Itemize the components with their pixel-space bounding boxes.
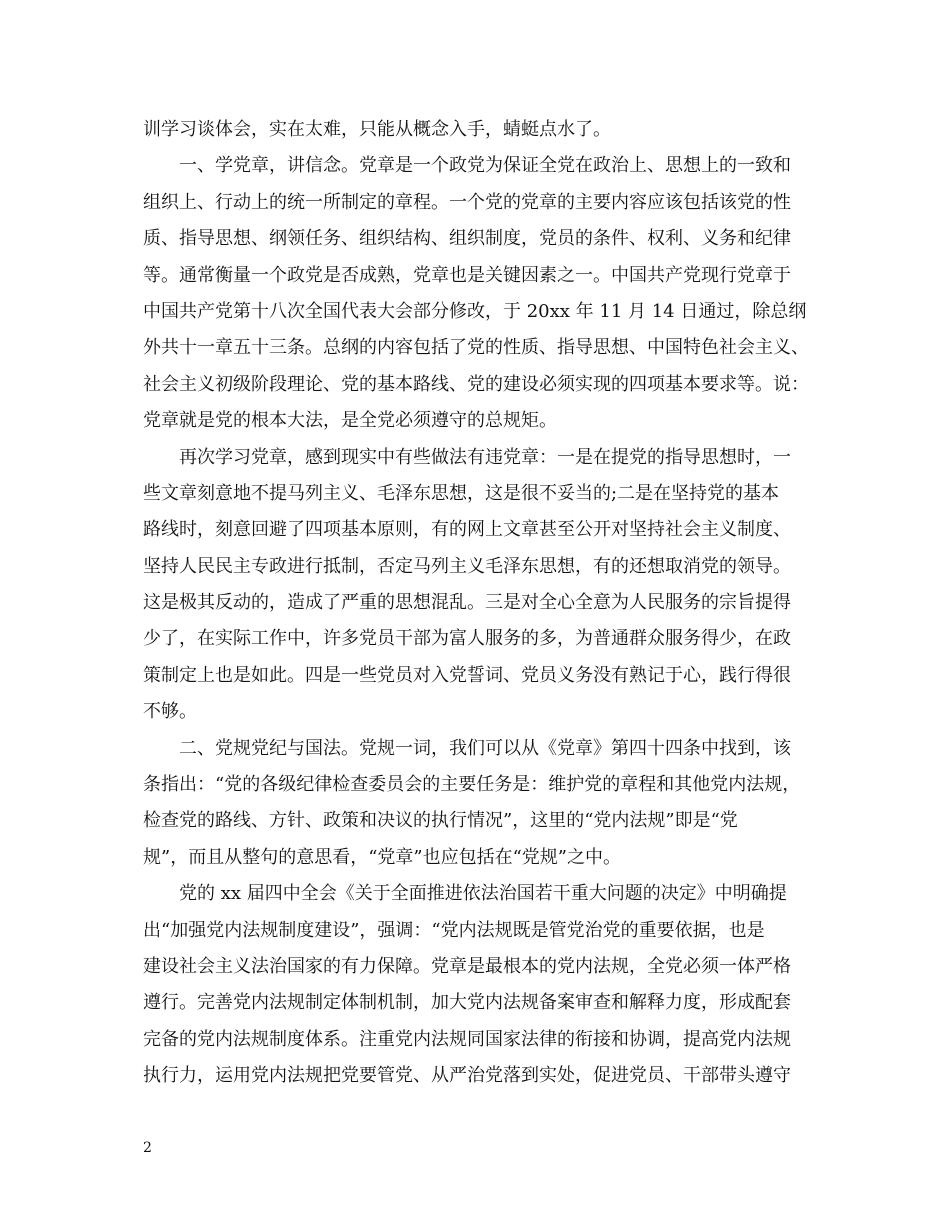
text-line: 质、指导思想、纲领任务、组织结构、组织制度，党员的条件、权利、义务和纪律 (143, 228, 791, 250)
text-line: 执行力，运用党内法规把党要管党、从严治党落到实处，促进党员、干部带头遵守 (143, 1065, 791, 1087)
text-line: 规”，而且从整句的意思看，“党章”也应包括在“党规”之中。 (143, 846, 622, 868)
paragraph-5 (143, 876, 827, 1094)
text-line: 完备的党内法规制度体系。注重党内法规同国家法律的衔接和协调，提高党内法规 (143, 1028, 791, 1050)
text-line: 社会主义初级阶段理论、党的基本路线、党的建设必须实现的四项基本要求等。说： (143, 373, 809, 395)
text-line: 党章就是党的根本大法，是全党必须遵守的总规矩。 (143, 410, 557, 432)
text-line: 些文章刻意地不提马列主义、毛泽东思想，这是很不妥当的;二是在坚持党的基本 (143, 482, 780, 504)
text-line: 再次学习党章，感到现实中有些做法有违党章：一是在提党的指导思想时，一 (179, 446, 791, 468)
page-number: 2 (143, 1140, 152, 1156)
text-line: 条指出：“党的各级纪律检查委员会的主要任务是：维护党的章程和其他党内法规， (143, 774, 801, 796)
text-line: 这是极其反动的，造成了严重的思想混乱。三是对全心全意为人民服务的宗旨提得 (143, 592, 791, 614)
paragraph-3 (143, 440, 827, 731)
text-line: 坚持人民民主专政进行抵制，否定马列主义毛泽东思想，有的还想取消党的领导。 (143, 555, 791, 577)
text-line: 不够。 (143, 701, 197, 723)
text-line: 出“加强党内法规制度建设”，强调：“党内法规既是管党治党的重要依据，也是 (143, 919, 765, 941)
paragraph-1 (143, 112, 827, 148)
text-line: 中国共产党第十八次全国代表大会部分修改，于 20xx 年 11 月 14 日通过，除总纲 (143, 300, 807, 322)
text-line: 遵行。完善党内法规制定体制机制，加大党内法规备案审查和解释力度，形成配套 (143, 992, 791, 1014)
document-body (143, 112, 827, 1095)
text-line: 一、学党章，讲信念。党章是一个政党为保证全党在政治上、思想上的一致和 (179, 155, 791, 177)
text-line: 建设社会主义法治国家的有力保障。党章是最根本的党内法规，全党必须一体严格 (143, 955, 791, 977)
text-line: 外共十一章五十三条。总纲的内容包括了党的性质、指导思想、中国特色社会主义、 (143, 337, 809, 359)
text-line: 路线时，刻意回避了四项基本原则，有的网上文章甚至公开对坚持社会主义制度、 (143, 519, 791, 541)
text-line: 少了，在实际工作中，许多党员干部为富人服务的多，为普通群众服务得少，在政 (143, 628, 791, 650)
paragraph-4 (143, 731, 827, 877)
text-line: 策制定上也是如此。四是一些党员对入党誓词、党员义务没有熟记于心，践行得很 (143, 664, 791, 686)
text-line: 二、党规党纪与国法。党规一词，我们可以从《党章》第四十四条中找到，该 (179, 737, 791, 759)
text-line: 组织上、行动上的统一所制定的章程。一个党的党章的主要内容应该包括该党的性 (143, 191, 791, 213)
text-line: 等。通常衡量一个政党是否成熟，党章也是关键因素之一。中国共产党现行党章于 (143, 264, 791, 286)
text-line: 检查党的路线、方针、政策和决议的执行情况”，这里的“党内法规”即是“党 (143, 810, 738, 832)
text-line: 党的 xx 届四中全会《关于全面推进依法治国若干重大问题的决定》中明确提 (179, 883, 787, 905)
text-line: 训学习谈体会，实在太难，只能从概念入手，蜻蜓点水了。 (143, 119, 611, 140)
paragraph-2 (143, 148, 827, 439)
